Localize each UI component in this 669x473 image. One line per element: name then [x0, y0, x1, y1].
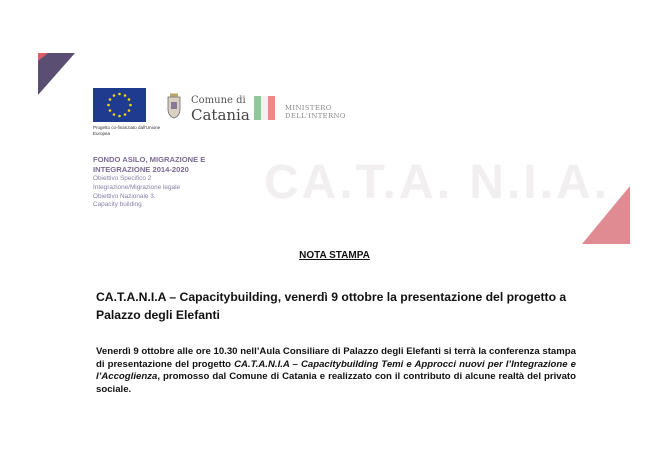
comune-label-line1: Comune di	[191, 95, 246, 106]
press-body	[96, 346, 576, 396]
eu-caption: Progetto co-finanziato dall'Unione Europea	[93, 125, 161, 136]
eu-flag-icon	[93, 88, 146, 122]
fondo-line: Obiettivo Specifico 2	[93, 175, 152, 182]
fondo-title-line1: FONDO ASILO, MIGRAZIONE E	[93, 155, 206, 164]
press-headline: CA.T.A.N.I.A – Capacitybuilding, venerdì 9 ottobre la presentazione del progetto a Palazzo degli Elefanti	[96, 290, 567, 322]
comune-label-line2: Catania	[191, 106, 250, 124]
ministero-logo	[254, 94, 364, 122]
fondo-title-line2: INTEGRAZIONE 2014-2020	[93, 165, 189, 174]
watermark-text: CA.T.A. N.I.A.	[264, 156, 611, 209]
press-body-part2: , promosso dal Comune di Catania e realizzato con il contributo di alcune realtà del privato sociale.	[96, 371, 576, 395]
ministero-label	[285, 104, 346, 120]
ministero-label-line1: MINISTERO	[285, 104, 332, 112]
corner-decoration-top-left	[38, 53, 75, 95]
fondo-info	[93, 155, 263, 210]
fondo-line: Capacity building	[93, 201, 142, 209]
document-label: NOTA STAMPA	[299, 250, 370, 261]
press-body-project-title: CA.T.A.N.I.A – Capacitybuilding Temi e Approcci nuovi per l’Integrazione e l’Accoglienza	[96, 358, 576, 382]
press-body-part1: Venerdì 9 ottobre alle ore 10.30 nell’Aula Consiliare di Palazzo degli Elefanti si terrà la conferenza stampa di presentazione del progetto	[96, 346, 576, 370]
fondo-line: Obiettivo Nazionale 3.	[93, 192, 156, 200]
comune-logo	[166, 91, 250, 125]
comune-crest-icon	[166, 93, 182, 119]
tricolore-icon	[254, 94, 276, 122]
fondo-line: Integrazione/Migrazione legale	[93, 183, 181, 191]
ministero-label-line2: DELL'INTERNO	[285, 112, 346, 120]
